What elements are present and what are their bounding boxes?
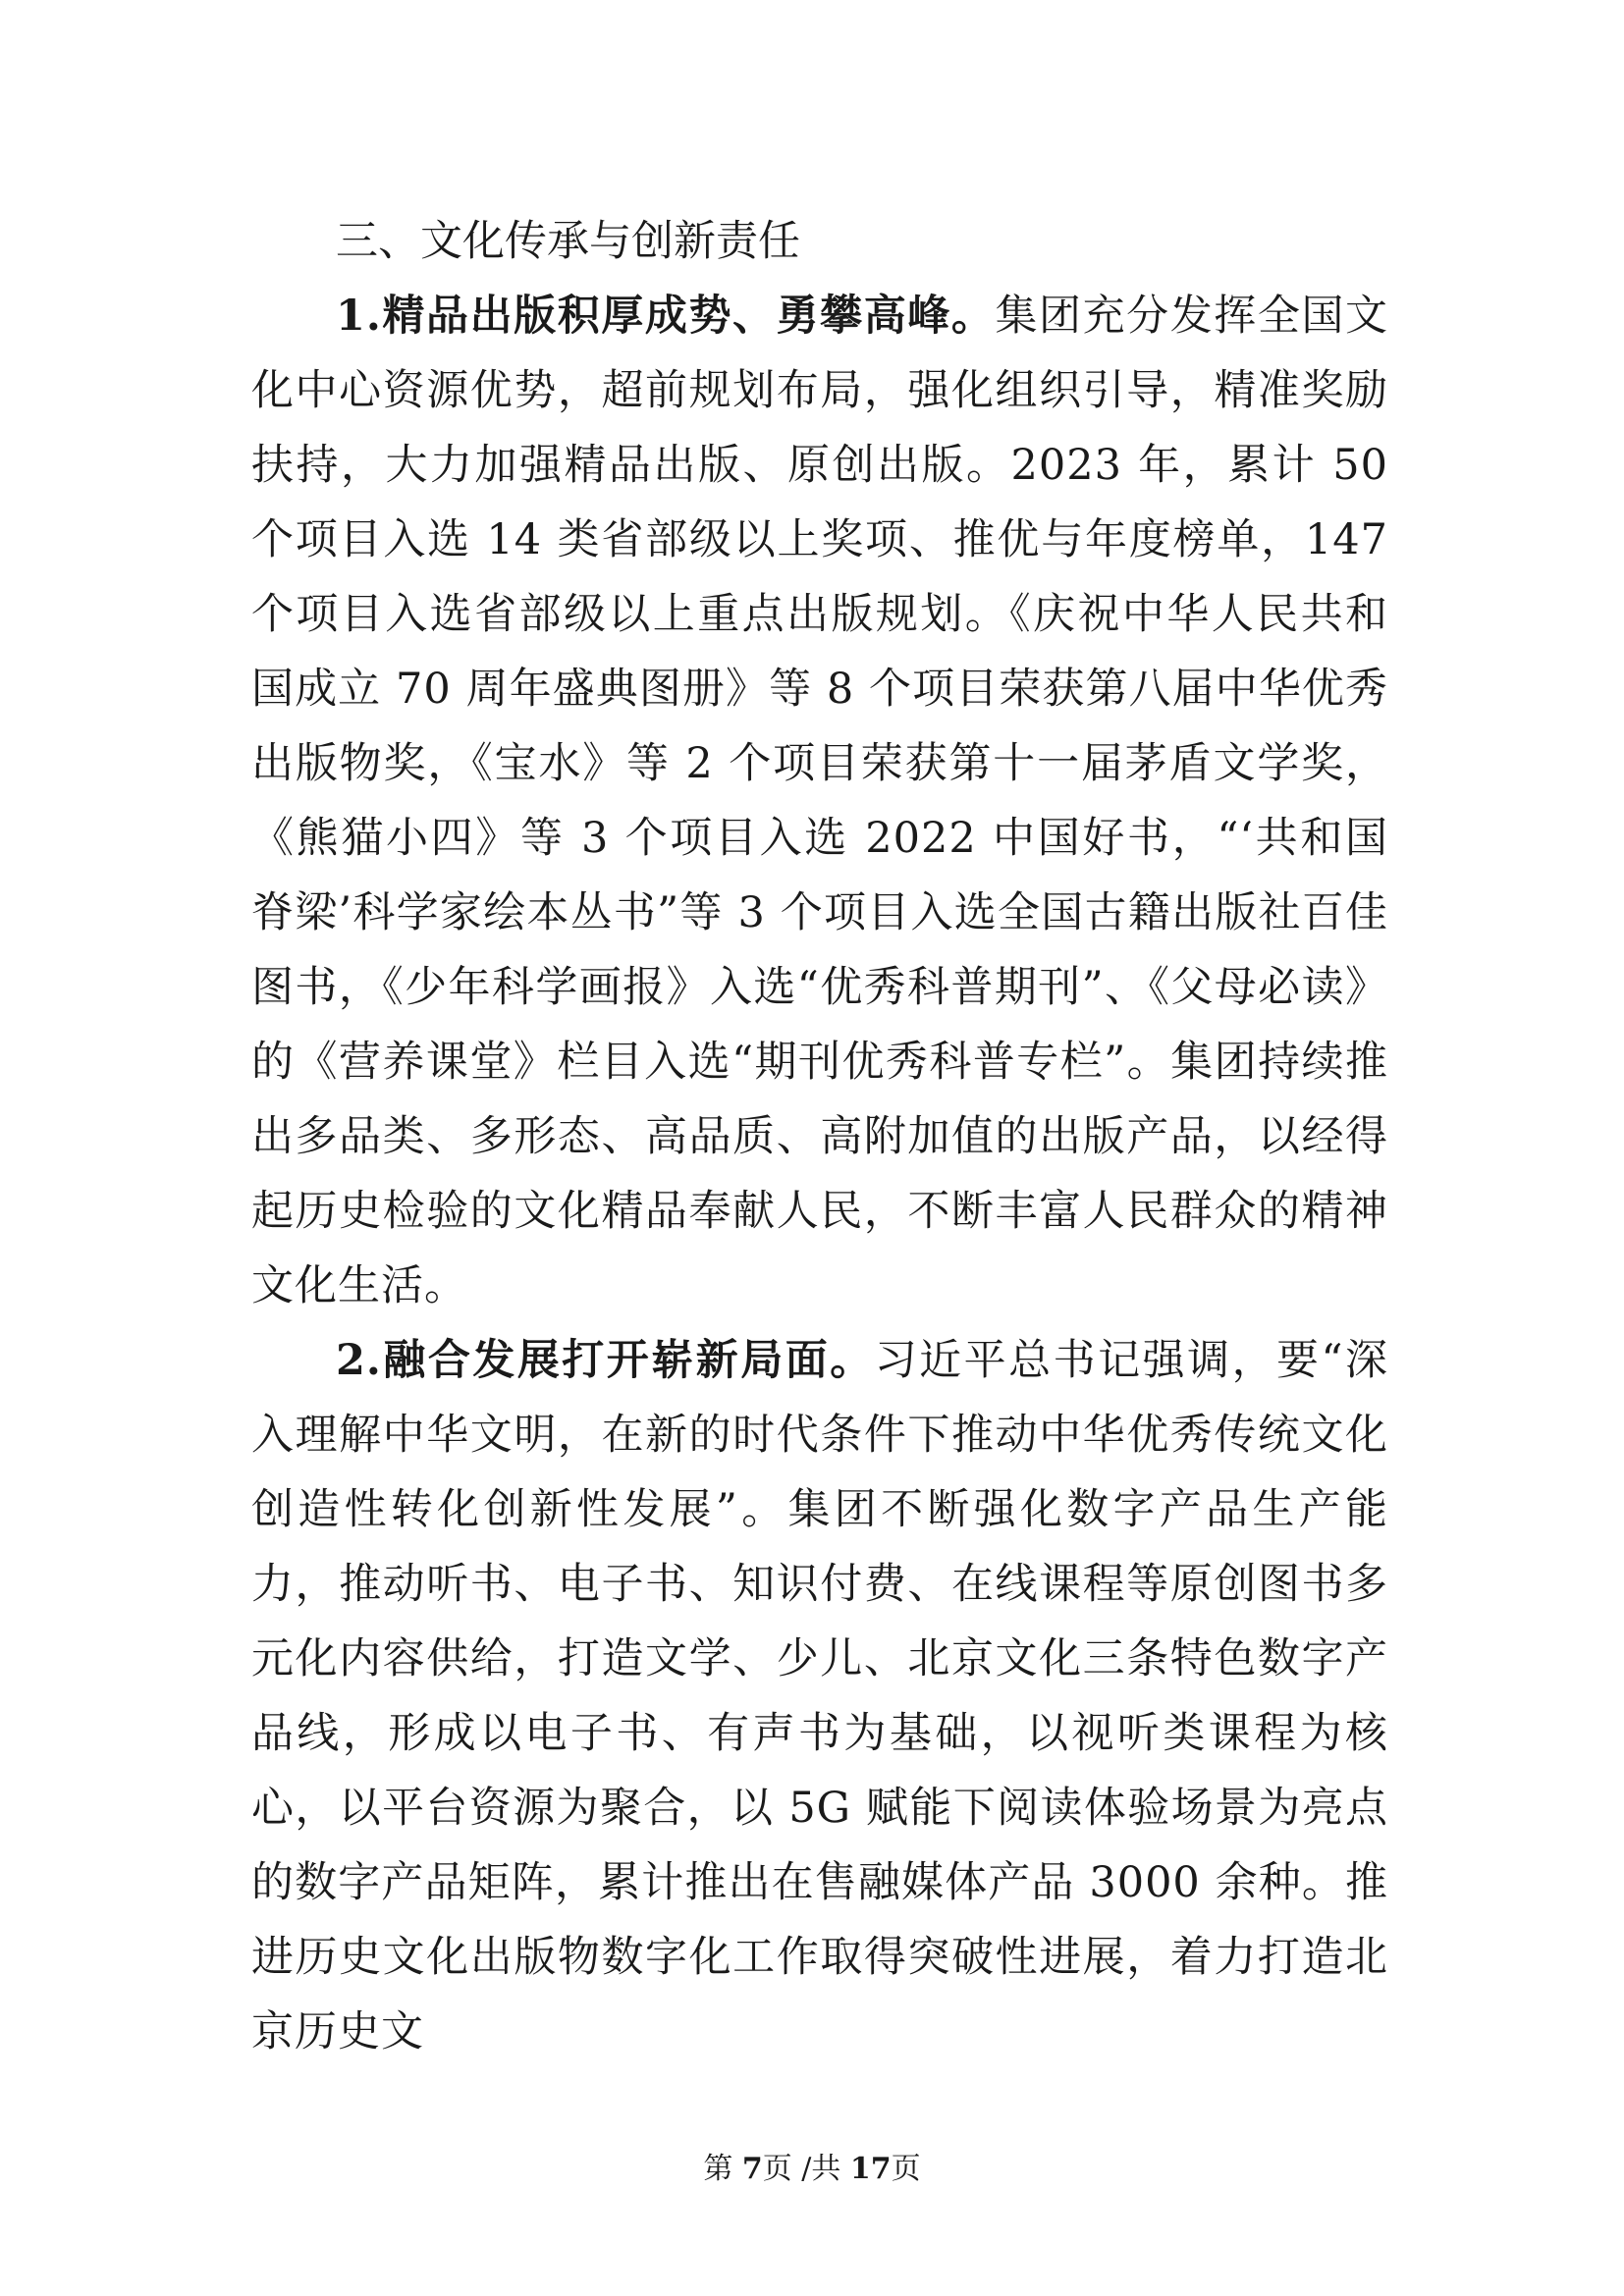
paragraph-2-body: 习近平总书记强调，要“深入理解中华文明，在新的时代条件下推动中华优秀传统文化创造性转化创新性发展”。集团不断强化数字产品生产能力，推动听书、电子书、知识付费、在线课程等原创图书多元化内容供给，打造文学、少儿、北京文化三条特色数字产品线，形成以电子书、有声书为基础，以视听类课程为核心，以平台资源为聚合，以 5G 赋能下阅读体验场景为亮点的数字产品矩阵，累计推出在售融媒体产品 3000 余种。推进历史文化出版物数字化工作取得突破性进展，着力打造北京历史文 [251, 1336, 1389, 2056]
paragraph-1-lead: 1.精品出版积厚成势、勇攀高峰。 [336, 292, 996, 341]
total-page-number: 17 [849, 2152, 892, 2186]
section-heading: 三、文化传承与创新责任 [336, 217, 800, 266]
footer-prefix: 第 [703, 2152, 742, 2186]
paragraph-2 [251, 1323, 1388, 2069]
paragraph-1-body: 集团充分发挥全国文化中心资源优势，超前规划布局，强化组织引导，精准奖励扶持，大力加强精品出版、原创出版。2023 年，累计 50 个项目入选 14 类省部级以上奖项、推优与年度榜单，147 个项目入选省部级以上重点出版规划。《庆祝中华人民共和国成立 70 周年盛典图册》等 8 个项目荣获第八届中华优秀出版物奖，《宝水》等 2 个项目荣获第十一届茅盾文学奖，《熊猫小四》等 3 个项目入选 2022 中国好书，“‘共和国脊梁’科学家绘本丛书”等 3 个项目入选全国古籍出版社百佳图书，《少年科学画报》入选“优秀科普期刊”、《父母必读》的《营养课堂》栏目入选“期刊优秀科普专栏”。集团持续推出多品类、多形态、高品质、高附加值的出版产品，以经得起历史检验的文化精品奉献人民，不断丰富人民群众的精神文化生活。 [251, 292, 1389, 1310]
page-footer [0, 2150, 1624, 2189]
paragraph-2-lead: 2.融合发展打开崭新局面。 [336, 1336, 875, 1385]
footer-middle: 页 /共 [762, 2152, 850, 2186]
paragraph-1 [251, 279, 1388, 1323]
footer-suffix: 页 [891, 2152, 921, 2186]
current-page-number: 7 [741, 2152, 763, 2186]
page-content [251, 204, 1388, 2069]
